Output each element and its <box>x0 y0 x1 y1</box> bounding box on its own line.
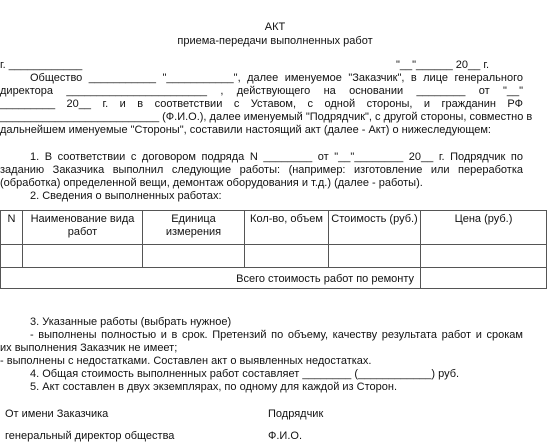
preamble-line-1: Общество ___________ "___________", далее именуемое "Заказчик", в лице генерального <box>30 72 523 84</box>
clause-3-option-1-line-2: их выполнения Заказчик не имеет; <box>0 342 178 354</box>
contractor-name: Ф.И.О. <box>268 430 302 442</box>
clause-3-title: 3. Указанные работы (выбрать нужное) <box>30 316 232 328</box>
clause-1-line-2: заданию Заказчика выполнил следующие работы: (например: изготовление или переработка <box>0 164 523 176</box>
city-line: г. ____________ <box>0 59 83 71</box>
preamble-line-3: _________ 20__ г. и в соответствии с Уставом, с одной стороны, и гражданин РФ <box>0 98 523 110</box>
table-cell <box>143 245 245 268</box>
document-title: АКТ <box>264 21 286 33</box>
total-value-cell <box>421 268 547 289</box>
col-header-work-type: Наименование вида работ <box>23 211 143 245</box>
table-cell <box>23 245 143 268</box>
table-row <box>1 245 547 268</box>
preamble-line-4: __________________________ (Ф.И.О.), далее именуемый "Подрядчик", с другой стороны, совместно в <box>0 111 533 123</box>
table-total-row <box>1 268 547 289</box>
customer-position: генеральный директор общества <box>5 430 175 442</box>
clause-3-option-2: - выполнены с недостатками. Составлен акт о выявленных недостатках. <box>0 355 372 367</box>
col-header-unit: Единица измерения <box>143 211 245 245</box>
table-cell <box>245 245 329 268</box>
document-subtitle: приема-передачи выполненных работ <box>177 35 373 47</box>
date-line: "__"______ 20__ г. <box>396 59 490 71</box>
table-cell <box>421 245 547 268</box>
clause-1-line-3: (обработка) определенной вещи, демонтаж оборудования и т.д.) (далее - работы). <box>0 177 423 189</box>
col-header-price: Цена (руб.) <box>421 211 547 245</box>
clause-1-line-1: 1. В соответствии с договором подряда N ________ от "__"________ 20__ г. Подрядчик по <box>30 151 523 163</box>
col-header-cost: Стоимость (руб.) <box>329 211 421 245</box>
col-header-quantity: Кол-во, объем <box>245 211 329 245</box>
contractor-signature-label: Подрядчик <box>268 408 324 420</box>
table-cell <box>329 245 421 268</box>
clause-2: 2. Сведения о выполненных работах: <box>30 190 222 202</box>
total-label: Всего стоимость работ по ремонту <box>1 268 421 289</box>
col-header-number: N <box>1 211 23 245</box>
clause-5: 5. Акт составлен в двух экземплярах, по одному для каждой из Сторон. <box>30 381 397 393</box>
works-table <box>0 210 547 289</box>
clause-3-option-1-line-1: - выполнены полностью и в срок. Претензий по объему, качеству результата работ и срокам <box>30 329 523 341</box>
table-cell <box>1 245 23 268</box>
preamble-line-2: директора _______________________ , действующего на основании ________ от "__" <box>0 85 523 97</box>
clause-4: 4. Общая стоимость выполненных работ составляет ________ (____________) руб. <box>30 368 460 380</box>
preamble-line-5: дальнейшем именуемые "Стороны", составили настоящий акт (далее - Акт) о нижеследующем: <box>0 124 491 136</box>
works-table-header <box>1 211 547 245</box>
customer-signature-label: От имени Заказчика <box>5 408 109 420</box>
